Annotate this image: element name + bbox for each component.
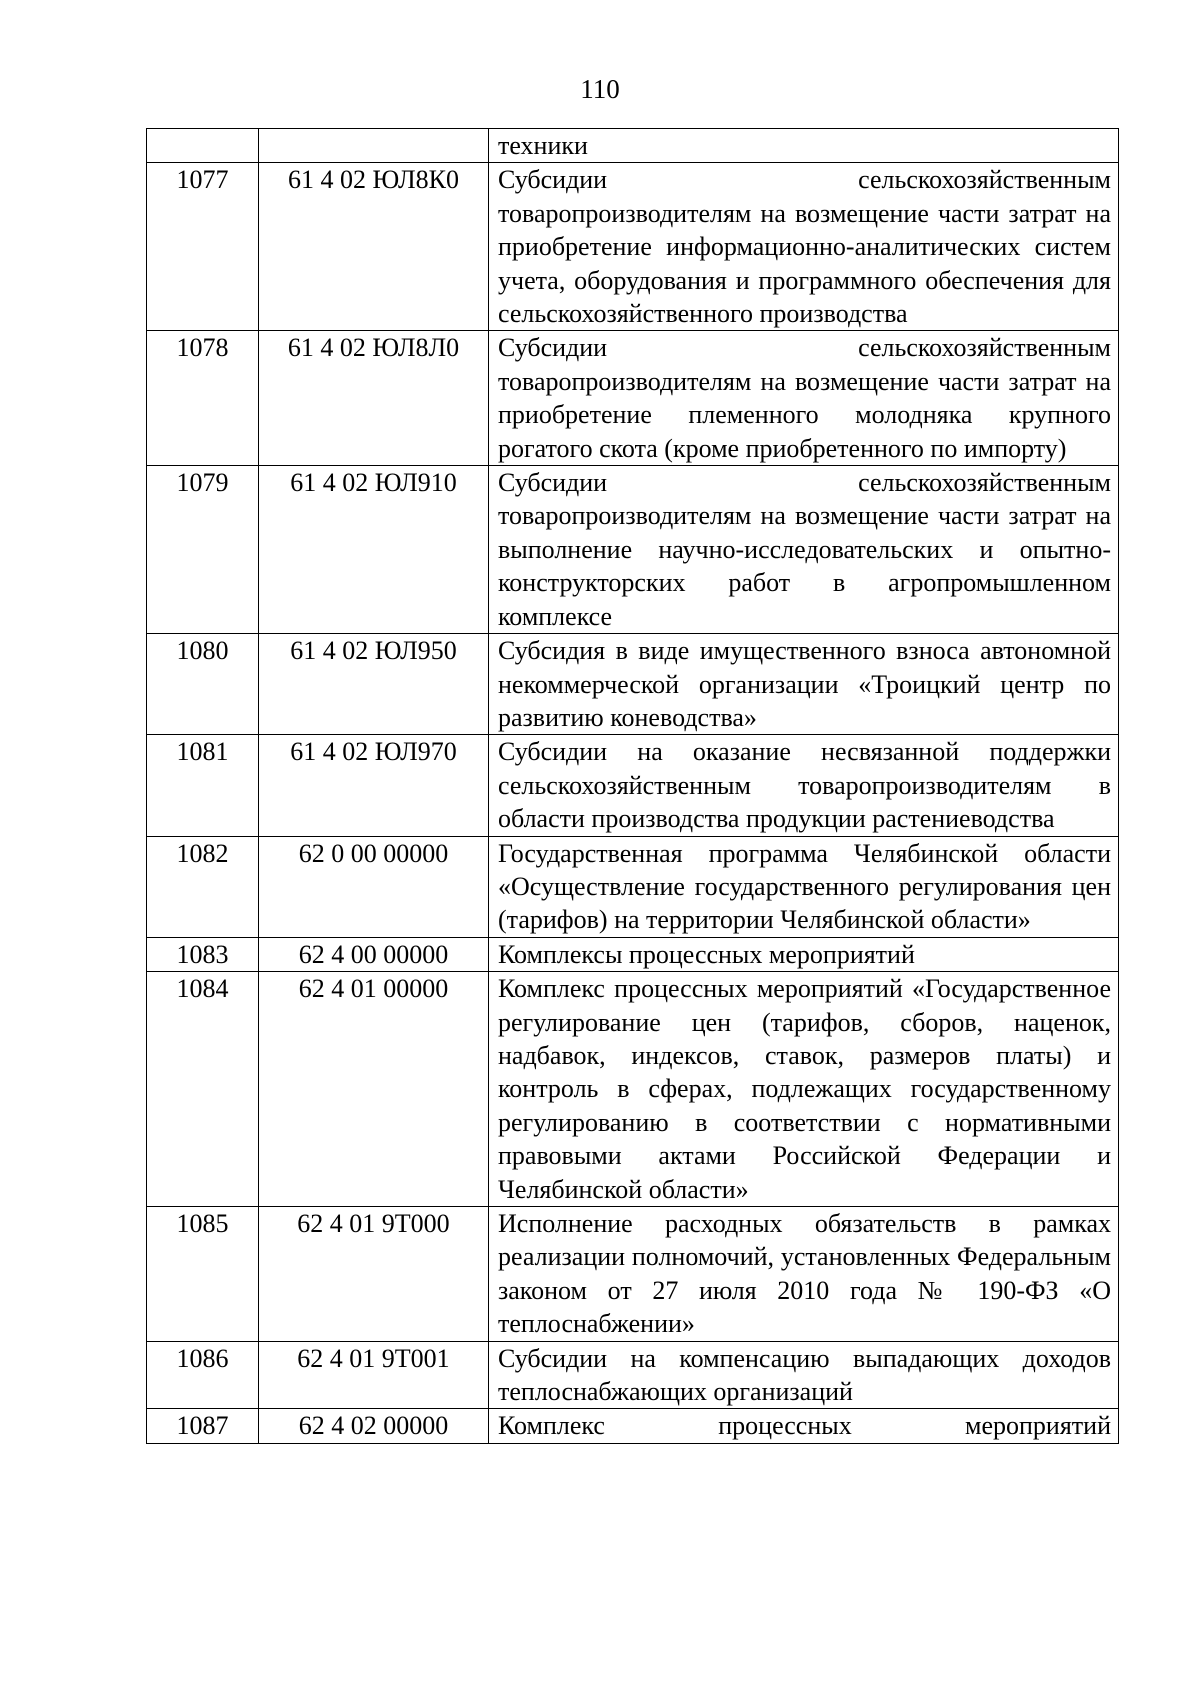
table-row xyxy=(147,163,1119,331)
target-code-cell: 61 4 02 ЮЛ970 xyxy=(259,735,489,836)
budget-classification-table xyxy=(146,128,1119,1444)
target-code-cell: 61 4 02 ЮЛ8Л0 xyxy=(259,331,489,466)
row-number-cell: 1082 xyxy=(147,836,259,937)
target-code-cell: 62 0 00 00000 xyxy=(259,836,489,937)
description-cell: техники xyxy=(489,129,1119,163)
description-cell: Комплекс процессных мероприятий xyxy=(489,1409,1119,1443)
target-code-cell: 62 4 01 9Т000 xyxy=(259,1207,489,1342)
table-row xyxy=(147,466,1119,634)
target-code-cell: 62 4 01 9Т001 xyxy=(259,1341,489,1409)
table-row xyxy=(147,1207,1119,1342)
description-cell: Государственная программа Челябинской области «Осуществление государственного регулирования цен (тарифов) на территории Челябинской области» xyxy=(489,836,1119,937)
description-cell: Субсидии сельскохозяйственным товаропроизводителям на возмещение части затрат на приобретение племенного молодняка крупного рогатого скота (кроме приобретенного по импорту) xyxy=(489,331,1119,466)
table-row xyxy=(147,937,1119,971)
table-row xyxy=(147,634,1119,735)
description-cell: Комплексы процессных мероприятий xyxy=(489,937,1119,971)
page-number: 110 xyxy=(580,74,620,104)
target-code-cell: 61 4 02 ЮЛ8К0 xyxy=(259,163,489,331)
row-number-cell: 1085 xyxy=(147,1207,259,1342)
row-number-cell: 1080 xyxy=(147,634,259,735)
table-row xyxy=(147,1341,1119,1409)
row-number-cell: 1083 xyxy=(147,937,259,971)
target-code-cell: 62 4 01 00000 xyxy=(259,972,489,1207)
table-row xyxy=(147,129,1119,163)
table-row xyxy=(147,1409,1119,1443)
description-cell: Субсидии сельскохозяйственным товаропроизводителям на возмещение части затрат на приобретение информационно-аналитических систем учета, оборудования и программного обеспечения для сельскохозяйственного производства xyxy=(489,163,1119,331)
row-number-cell: 1081 xyxy=(147,735,259,836)
row-number-cell: 1086 xyxy=(147,1341,259,1409)
target-code-cell: 61 4 02 ЮЛ950 xyxy=(259,634,489,735)
target-code-cell xyxy=(259,129,489,163)
table-row xyxy=(147,735,1119,836)
row-number-cell: 1087 xyxy=(147,1409,259,1443)
target-code-cell: 61 4 02 ЮЛ910 xyxy=(259,466,489,634)
table-row xyxy=(147,331,1119,466)
description-cell: Субсидия в виде имущественного взноса автономной некоммерческой организации «Троицкий центр по развитию коневодства» xyxy=(489,634,1119,735)
description-cell: Комплекс процессных мероприятий «Государственное регулирование цен (тарифов, сборов, наценок, надбавок, индексов, ставок, размеров платы) и контроль в сферах, подлежащих государственному регулированию в соответствии с нормативными правовыми актами Российской Федерации и Челябинской области» xyxy=(489,972,1119,1207)
row-number-cell xyxy=(147,129,259,163)
target-code-cell: 62 4 02 00000 xyxy=(259,1409,489,1443)
table-row xyxy=(147,836,1119,937)
row-number-cell: 1084 xyxy=(147,972,259,1207)
description-cell: Субсидии сельскохозяйственным товаропроизводителям на возмещение части затрат на выполнение научно-исследовательских и опытно-конструкторских работ в агропромышленном комплексе xyxy=(489,466,1119,634)
row-number-cell: 1077 xyxy=(147,163,259,331)
description-cell: Субсидии на оказание несвязанной поддержки сельскохозяйственным товаропроизводителям в области производства продукции растениеводства xyxy=(489,735,1119,836)
description-cell: Исполнение расходных обязательств в рамках реализации полномочий, установленных Федеральным законом от 27 июля 2010 года № 190-ФЗ «О теплоснабжении» xyxy=(489,1207,1119,1342)
table-row xyxy=(147,972,1119,1207)
target-code-cell: 62 4 00 00000 xyxy=(259,937,489,971)
row-number-cell: 1079 xyxy=(147,466,259,634)
row-number-cell: 1078 xyxy=(147,331,259,466)
description-cell: Субсидии на компенсацию выпадающих доходов теплоснабжающих организаций xyxy=(489,1341,1119,1409)
